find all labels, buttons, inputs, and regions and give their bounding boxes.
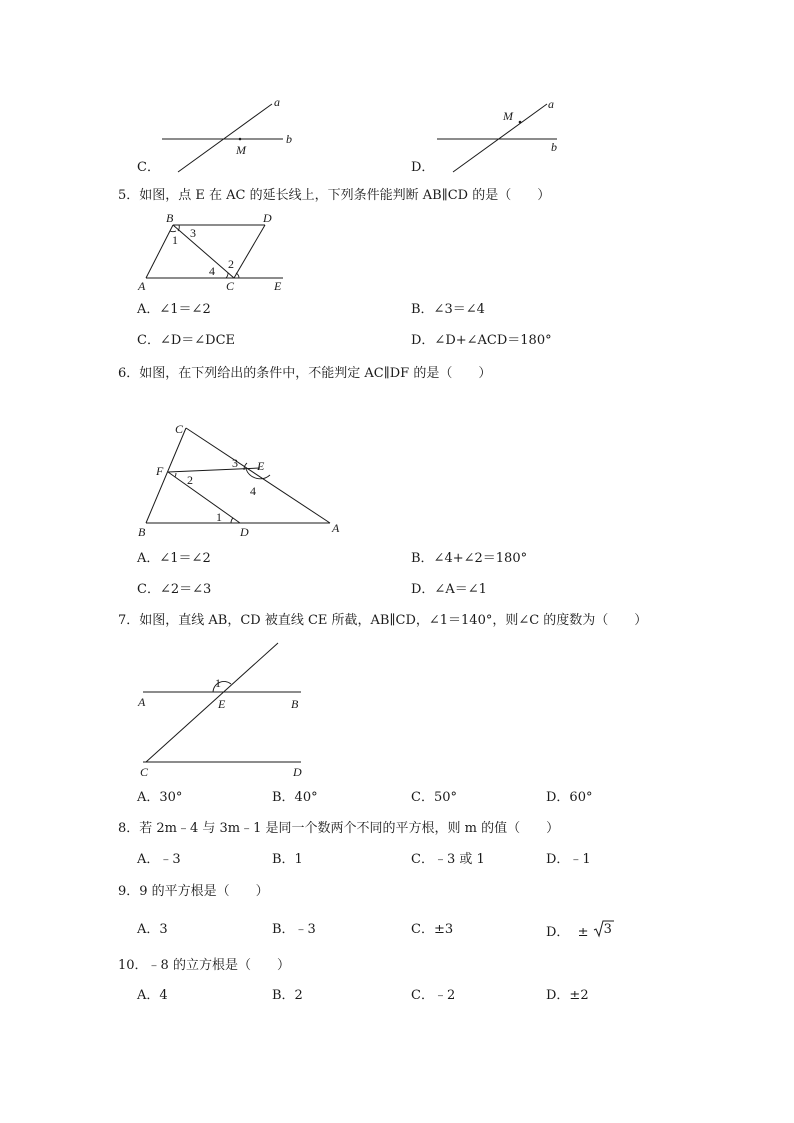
q5-option-a: A．∠1＝∠2	[137, 302, 211, 317]
q7-stem: 7．如图，直线 AB，CD 被直线 CE 所截，AB∥CD，∠1＝140°，则∠C 的度数为（ ）	[118, 613, 648, 628]
q7-option-a: A．30°	[137, 790, 183, 805]
q6-figure-label-D: D	[240, 525, 249, 539]
q4d-label-a: a	[548, 97, 554, 111]
q9-stem: 9．9 的平方根是（ ）	[118, 884, 269, 899]
q7-option-b: B．40°	[272, 790, 318, 805]
q5-figure-label-A: A	[138, 279, 146, 293]
q10-option-a: A．4	[137, 988, 168, 1003]
q6-figure-label-E: E	[257, 459, 265, 473]
q5-option-b: B．∠3＝∠4	[411, 302, 485, 317]
q8-stem: 8．若 2m﹣4 与 3m﹣1 是同一个数两个不同的平方根，则 m 的值（ ）	[118, 821, 560, 836]
q7-figure-label-C: C	[140, 765, 149, 779]
q10-option-c: C．﹣2	[411, 988, 456, 1003]
q9-option-d-plusminus: ±	[577, 925, 589, 940]
sqrt-icon	[593, 922, 615, 938]
q8-option-a: A．﹣3	[137, 852, 181, 867]
q9-option-d-radicand: 3	[603, 922, 612, 937]
q4d-label-b: b	[551, 140, 557, 154]
q6-figure-label-3: 3	[232, 456, 238, 470]
q9-option-a: A．3	[137, 922, 168, 937]
q7-figure-label-B: B	[291, 697, 299, 711]
q5-figure-label-3: 3	[190, 226, 196, 240]
q6-figure-label-B: B	[138, 525, 146, 539]
q9-option-d	[546, 922, 615, 941]
q8-option-d: D．﹣1	[546, 852, 591, 867]
q4-option-d-label: D．	[411, 160, 435, 175]
q7-figure-label-E: E	[218, 697, 226, 711]
q9-option-d-prefix: D．	[546, 925, 570, 940]
q5-stem: 5．如图，点 E 在 AC 的延长线上，下列条件能判断 AB∥CD 的是（ ）	[118, 188, 551, 203]
q6-option-a: A．∠1＝∠2	[137, 551, 211, 566]
q5-figure-label-1: 1	[172, 233, 178, 247]
q10-stem: 10．﹣8 的立方根是（ ）	[118, 958, 290, 973]
q7-figure-label-D: D	[293, 765, 302, 779]
q4c-label-b: b	[286, 132, 292, 146]
q6-figure-label-F: F	[156, 464, 164, 478]
q6-option-b: B．∠4+∠2＝180°	[411, 551, 528, 566]
q9-option-b: B．﹣3	[272, 922, 316, 937]
q6-figure-label-4: 4	[250, 484, 256, 498]
q7-figure-label-1: 1	[215, 676, 221, 690]
q4d-label-m: M	[503, 109, 513, 123]
q5-figure-label-B: B	[166, 211, 174, 225]
q6-figure-label-2: 2	[187, 473, 193, 487]
q7-option-c: C．50°	[411, 790, 457, 805]
q5-figure-label-C: C	[226, 279, 235, 293]
q8-option-c: C．﹣3 或 1	[411, 852, 485, 867]
q5-figure-label-4: 4	[209, 264, 215, 278]
q6-stem: 6．如图，在下列给出的条件中，不能判定 AC∥DF 的是（ ）	[118, 366, 492, 381]
q5-figure-label-D: D	[263, 211, 272, 225]
q5-figure-label-2: 2	[228, 257, 234, 271]
q10-option-d: D．±2	[546, 988, 589, 1003]
q7-figure-label-A: A	[138, 695, 146, 709]
q9-option-c: C．±3	[411, 922, 454, 937]
q4c-label-a: a	[274, 95, 280, 109]
q10-option-b: B．2	[272, 988, 303, 1003]
q7-figure-segment-2	[146, 643, 278, 762]
q7-option-d: D．60°	[546, 790, 593, 805]
q6-option-c: C．∠2＝∠3	[137, 582, 212, 597]
q5-option-d: D．∠D+∠ACD＝180°	[411, 333, 552, 348]
q6-figure-label-1: 1	[216, 510, 222, 524]
q6-option-d: D．∠A＝∠1	[411, 582, 487, 597]
q6-figure-label-A: A	[332, 521, 340, 535]
q6-figure-label-C: C	[175, 422, 184, 436]
q4c-label-m: M	[236, 143, 246, 157]
q4-option-c-label: C．	[137, 160, 160, 175]
q5-option-c: C．∠D＝∠DCE	[137, 333, 236, 348]
q5-figure-label-E: E	[274, 279, 282, 293]
q8-option-b: B．1	[272, 852, 303, 867]
